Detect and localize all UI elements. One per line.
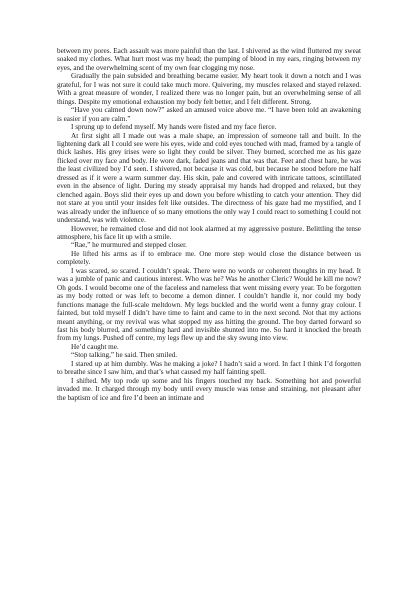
paragraph: “Rae,” he murmured and stepped closer.	[71, 241, 187, 250]
paragraph: However, he remained close and did not look alarmed at my aggressive posture. Belittling the tense atmosphere, his face lit up with a smile.	[57, 224, 361, 241]
paragraph: I sprung up to defend myself. My hands were fisted and my face fierce.	[71, 123, 277, 132]
paragraph: between my pores. Each assault was more painful than the last. I shivered as the wind fluttered my sweat soaked my clothes. What hurt most was my head; the pumping of blood in my ears, ringing between my eyes, and the overwhelming scent of my own fear clogging my nose.	[57, 47, 361, 72]
paragraph: He’d caught me.	[71, 342, 119, 351]
document-page	[57, 47, 361, 402]
paragraph: “Stop talking,” he said. Then smiled.	[71, 351, 178, 360]
paragraph: At first sight all I made out was a male shape, an impression of someone tall and built. In the lightening dark all I could see were his eyes, wide and cold eyes touched with mad, framed by a tangle of thick lashes. His grey irises were so light they could be silver. They burned, scorched me as his gaze flicked over my face and body. He wore dark, faded jeans and that was that. Feet and chest bare, he was the least civilized boy I’d seen. I shivered, not because it was cold, but because he stood before me half dressed as if it were a warm summer day. His skin, pale and covered with intricate tattoos, scintillated even in the absence of light. During my steady appraisal my hands had dropped and relaxed, but they clenched again. Boys slid their eyes up and down you before whistling to catch your attention. They did not stare at you until your insides felt like outsides. The directness of his gaze had me mystified, and I was already under the influence of so many emotions the only way I could react to something I could not understand, was with violence.	[57, 131, 361, 225]
paragraph: I was scared, so scared. I couldn’t speak. There were no words or coherent thoughts in my head. It was a jumble of panic and cautious interest. Who was he? Was he another Cleric? Would he kill me now? Oh gods. I would become one of the faceless and nameless that went missing every year. To be forgotten as my body rotted or was left to become a demon dinner. I couldn’t handle it, nor could my body functions manage the full-scale meltdown. My legs buckled and the world went a funny gray colour. I fainted, but told myself I didn’t have time to faint and came to in the next second. Not that my actions meant anything, or my revival was what stopped my ass hitting the ground. The boy darted forward so fast his body blurred, and something hard and invisible shunted into me. So hard it knocked the breath from my lungs. Pushed off centre, my legs flew up and the sky swung into view.	[57, 266, 361, 343]
paragraph: “Have you calmed down now?” asked an amused voice above me. “I have been told an awakening is easier if you are calm.”	[57, 106, 361, 123]
paragraph: Gradually the pain subsided and breathing became easier. My heart took it down a notch and I was grateful, for I was not sure it could take much more. Quivering, my muscles relaxed and stayed relaxed. With a great measure of wonder, I realized there was no longer pain, but an overwhelming sense of all things. Despite my emotional exhaustion my body felt better, and I felt different. Strong.	[57, 72, 361, 106]
paragraph: I shifted. My top rode up some and his fingers touched my back. Something hot and powerful invaded me. It charged through my body until every muscle was tense and straining, not pleasant after the baptism of ice and fire I’d been an intimate and	[57, 376, 361, 402]
paragraph: He lifted his arms as if to embrace me. One more step would close the distance between us completely.	[57, 249, 361, 267]
paragraph: I stared up at him dumbly. Was he making a joke? I hadn’t said a word. In fact I think I’d forgotten to breathe since I saw him, and that’s what caused my half fainting spell.	[57, 359, 361, 377]
